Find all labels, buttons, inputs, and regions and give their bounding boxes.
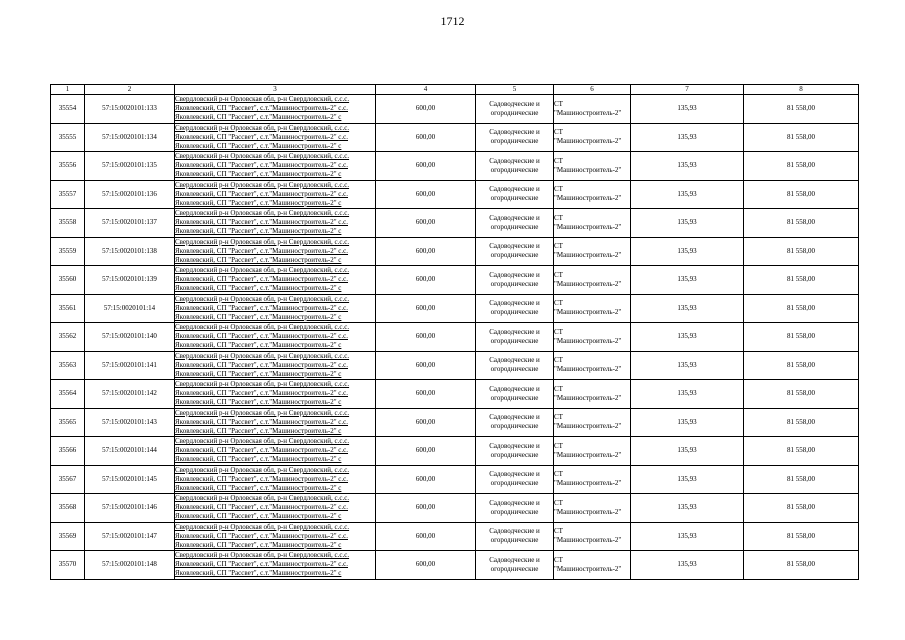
unit-cadastral-value: 135,93 [631, 551, 744, 580]
land-use-cell [476, 95, 554, 124]
organization-line: СТ [554, 470, 563, 479]
column-header: 2 [85, 85, 175, 95]
area-value: 600,00 [376, 294, 476, 323]
address-cell [175, 180, 376, 209]
record-number: 35558 [51, 209, 85, 238]
address-line: Яковлевский, СП "Рассвет", с.т."Машиностроитель-2" с [175, 113, 342, 122]
area-value: 600,00 [376, 95, 476, 124]
organization-line: "Машиностроитель-2" [554, 308, 622, 317]
address-line: Яковлевский, СП "Рассвет", с.т."Машиностроитель-2" с [175, 170, 342, 179]
land-use-line: огороднические [490, 564, 539, 573]
cadastral-value: 81 558,00 [744, 266, 859, 295]
land-use-line: огороднические [490, 393, 539, 402]
land-use-line: огороднические [490, 165, 539, 174]
organization-cell [554, 437, 631, 466]
land-use-cell [476, 351, 554, 380]
cadastral-value: 81 558,00 [744, 437, 859, 466]
address-line: Яковлевский, СП "Рассвет", с.т."Машиностроитель-2" с.с. [175, 132, 349, 141]
land-use-cell [476, 237, 554, 266]
organization-cell [554, 152, 631, 181]
cadastral-number: 57:15:0020101:144 [85, 437, 175, 466]
column-header: 8 [744, 85, 859, 95]
record-number: 35565 [51, 408, 85, 437]
organization-line: СТ [554, 327, 563, 336]
land-use-line: огороднические [490, 137, 539, 146]
address-line: Свердловский р-н Орловская обл, р-н Свердловский, с.с.с. [175, 494, 350, 503]
organization-line: "Машиностроитель-2" [554, 336, 622, 345]
cadastral-value: 81 558,00 [744, 152, 859, 181]
address-cell [175, 494, 376, 523]
land-use-line: огороднические [490, 336, 539, 345]
organization-line: СТ [554, 270, 563, 279]
area-value: 600,00 [376, 209, 476, 238]
cadastral-number: 57:15:0020101:142 [85, 380, 175, 409]
record-number: 35566 [51, 437, 85, 466]
organization-line: СТ [554, 213, 563, 222]
table-row [51, 494, 859, 523]
organization-cell [554, 237, 631, 266]
cadastral-number: 57:15:0020101:14 [85, 294, 175, 323]
unit-cadastral-value: 135,93 [631, 266, 744, 295]
organization-cell [554, 209, 631, 238]
address-line: Свердловский р-н Орловская обл, р-н Свердловский, с.с.с. [175, 152, 350, 161]
land-use-cell [476, 494, 554, 523]
cadastral-value: 81 558,00 [744, 380, 859, 409]
table-row [51, 437, 859, 466]
area-value: 600,00 [376, 351, 476, 380]
cadastral-value: 81 558,00 [744, 351, 859, 380]
unit-cadastral-value: 135,93 [631, 522, 744, 551]
record-number: 35567 [51, 465, 85, 494]
land-use-cell [476, 522, 554, 551]
organization-line: СТ [554, 128, 563, 137]
area-value: 600,00 [376, 465, 476, 494]
address-line: Яковлевский, СП "Рассвет", с.т."Машиностроитель-2" с.с. [175, 189, 349, 198]
table-row [51, 380, 859, 409]
organization-line: СТ [554, 99, 563, 108]
address-line: Яковлевский, СП "Рассвет", с.т."Машиностроитель-2" с [175, 255, 342, 264]
land-plot-table [50, 84, 859, 580]
organization-line: СТ [554, 156, 563, 165]
area-value: 600,00 [376, 237, 476, 266]
land-use-cell [476, 437, 554, 466]
land-use-line: Садоводческие и [489, 156, 540, 165]
organization-line: "Машиностроитель-2" [554, 251, 622, 260]
address-line: Яковлевский, СП "Рассвет", с.т."Машиностроитель-2" с.с. [175, 531, 349, 540]
organization-cell [554, 294, 631, 323]
address-cell [175, 237, 376, 266]
table-row [51, 152, 859, 181]
organization-cell [554, 123, 631, 152]
address-line: Свердловский р-н Орловская обл, р-н Свердловский, с.с.с. [175, 437, 350, 446]
land-use-line: Садоводческие и [489, 441, 540, 450]
land-use-line: Садоводческие и [489, 527, 540, 536]
area-value: 600,00 [376, 323, 476, 352]
cadastral-number: 57:15:0020101:145 [85, 465, 175, 494]
address-line: Свердловский р-н Орловская обл, р-н Свердловский, с.с.с. [175, 351, 350, 360]
unit-cadastral-value: 135,93 [631, 437, 744, 466]
cadastral-number: 57:15:0020101:146 [85, 494, 175, 523]
land-use-cell [476, 323, 554, 352]
cadastral-value: 81 558,00 [744, 522, 859, 551]
land-use-cell [476, 266, 554, 295]
organization-cell [554, 380, 631, 409]
unit-cadastral-value: 135,93 [631, 152, 744, 181]
cadastral-value: 81 558,00 [744, 180, 859, 209]
area-value: 600,00 [376, 494, 476, 523]
unit-cadastral-value: 135,93 [631, 95, 744, 124]
address-line: Яковлевский, СП "Рассвет", с.т."Машиностроитель-2" с.с. [175, 417, 349, 426]
land-use-cell [476, 408, 554, 437]
address-cell [175, 437, 376, 466]
record-number: 35569 [51, 522, 85, 551]
column-header: 5 [476, 85, 554, 95]
address-line: Яковлевский, СП "Рассвет", с.т."Машиностроитель-2" с.с. [175, 303, 349, 312]
table-header-row [51, 85, 859, 95]
address-line: Свердловский р-н Орловская обл, р-н Свердловский, с.с.с. [175, 380, 350, 389]
area-value: 600,00 [376, 180, 476, 209]
land-use-line: Садоводческие и [489, 185, 540, 194]
address-line: Яковлевский, СП "Рассвет", с.т."Машиностроитель-2" с [175, 455, 342, 464]
land-use-line: огороднические [490, 479, 539, 488]
organization-cell [554, 95, 631, 124]
address-cell [175, 152, 376, 181]
address-line: Яковлевский, СП "Рассвет", с.т."Машиностроитель-2" с [175, 512, 342, 521]
land-use-line: огороднические [490, 251, 539, 260]
table-row [51, 209, 859, 238]
record-number: 35554 [51, 95, 85, 124]
address-line: Яковлевский, СП "Рассвет", с.т."Машиностроитель-2" с.с. [175, 104, 349, 113]
table-row [51, 465, 859, 494]
land-use-cell [476, 380, 554, 409]
table-row [51, 551, 859, 580]
table-body [51, 85, 859, 580]
organization-line: "Машиностроитель-2" [554, 108, 622, 117]
organization-line: "Машиностроитель-2" [554, 393, 622, 402]
organization-line: "Машиностроитель-2" [554, 137, 622, 146]
area-value: 600,00 [376, 437, 476, 466]
table-row [51, 237, 859, 266]
land-use-line: Садоводческие и [489, 327, 540, 336]
record-number: 35563 [51, 351, 85, 380]
organization-line: СТ [554, 356, 563, 365]
cadastral-value: 81 558,00 [744, 465, 859, 494]
table-row [51, 294, 859, 323]
organization-line: "Машиностроитель-2" [554, 450, 622, 459]
organization-line: "Машиностроитель-2" [554, 165, 622, 174]
organization-line: "Машиностроитель-2" [554, 564, 622, 573]
organization-cell [554, 522, 631, 551]
area-value: 600,00 [376, 380, 476, 409]
address-line: Яковлевский, СП "Рассвет", с.т."Машиностроитель-2" с.с. [175, 474, 349, 483]
organization-cell [554, 551, 631, 580]
cadastral-value: 81 558,00 [744, 551, 859, 580]
land-use-line: Садоводческие и [489, 213, 540, 222]
unit-cadastral-value: 135,93 [631, 123, 744, 152]
organization-line: СТ [554, 498, 563, 507]
address-line: Яковлевский, СП "Рассвет", с.т."Машиностроитель-2" с [175, 540, 342, 549]
table-row [51, 180, 859, 209]
organization-line: "Машиностроитель-2" [554, 279, 622, 288]
land-use-line: огороднические [490, 279, 539, 288]
address-line: Яковлевский, СП "Рассвет", с.т."Машиностроитель-2" с [175, 284, 342, 293]
area-value: 600,00 [376, 522, 476, 551]
organization-cell [554, 180, 631, 209]
organization-line: "Машиностроитель-2" [554, 194, 622, 203]
land-use-line: Садоводческие и [489, 242, 540, 251]
land-use-line: огороднические [490, 450, 539, 459]
address-line: Яковлевский, СП "Рассвет", с.т."Машиностроитель-2" с [175, 398, 342, 407]
organization-line: СТ [554, 384, 563, 393]
record-number: 35559 [51, 237, 85, 266]
organization-cell [554, 351, 631, 380]
column-header: 3 [175, 85, 376, 95]
land-use-line: Садоводческие и [489, 498, 540, 507]
address-line: Яковлевский, СП "Рассвет", с.т."Машиностроитель-2" с.с. [175, 275, 349, 284]
land-use-line: огороднические [490, 422, 539, 431]
land-use-line: Садоводческие и [489, 470, 540, 479]
column-header: 1 [51, 85, 85, 95]
address-cell [175, 123, 376, 152]
unit-cadastral-value: 135,93 [631, 294, 744, 323]
area-value: 600,00 [376, 266, 476, 295]
address-line: Свердловский р-н Орловская обл, р-н Свердловский, с.с.с. [175, 522, 350, 531]
address-line: Яковлевский, СП "Рассвет", с.т."Машиностроитель-2" с.с. [175, 503, 349, 512]
area-value: 600,00 [376, 152, 476, 181]
address-cell [175, 465, 376, 494]
land-use-cell [476, 209, 554, 238]
address-line: Яковлевский, СП "Рассвет", с.т."Машиностроитель-2" с.с. [175, 446, 349, 455]
cadastral-value: 81 558,00 [744, 294, 859, 323]
address-line: Яковлевский, СП "Рассвет", с.т."Машиностроитель-2" с [175, 426, 342, 435]
organization-line: СТ [554, 527, 563, 536]
area-value: 600,00 [376, 551, 476, 580]
address-line: Яковлевский, СП "Рассвет", с.т."Машиностроитель-2" с [175, 569, 342, 578]
record-number: 35557 [51, 180, 85, 209]
cadastral-value: 81 558,00 [744, 494, 859, 523]
address-line: Яковлевский, СП "Рассвет", с.т."Машиностроитель-2" с [175, 312, 342, 321]
column-header: 7 [631, 85, 744, 95]
land-use-line: Садоводческие и [489, 128, 540, 137]
address-cell [175, 294, 376, 323]
cadastral-value: 81 558,00 [744, 123, 859, 152]
address-line: Яковлевский, СП "Рассвет", с.т."Машиностроитель-2" с [175, 141, 342, 150]
land-use-line: Садоводческие и [489, 270, 540, 279]
organization-line: СТ [554, 242, 563, 251]
record-number: 35568 [51, 494, 85, 523]
land-use-line: огороднические [490, 365, 539, 374]
organization-line: "Машиностроитель-2" [554, 365, 622, 374]
address-line: Свердловский р-н Орловская обл, р-н Свердловский, с.с.с. [175, 465, 350, 474]
cadastral-number: 57:15:0020101:148 [85, 551, 175, 580]
address-cell [175, 551, 376, 580]
cadastral-number: 57:15:0020101:133 [85, 95, 175, 124]
land-use-line: огороднические [490, 536, 539, 545]
area-value: 600,00 [376, 408, 476, 437]
column-header: 4 [376, 85, 476, 95]
address-line: Яковлевский, СП "Рассвет", с.т."Машиностроитель-2" с.с. [175, 218, 349, 227]
address-line: Свердловский р-н Орловская обл, р-н Свердловский, с.с.с. [175, 294, 350, 303]
land-use-cell [476, 294, 554, 323]
land-use-cell [476, 551, 554, 580]
address-line: Яковлевский, СП "Рассвет", с.т."Машиностроитель-2" с [175, 369, 342, 378]
area-value: 600,00 [376, 123, 476, 152]
cadastral-number: 57:15:0020101:147 [85, 522, 175, 551]
address-cell [175, 266, 376, 295]
address-cell [175, 95, 376, 124]
unit-cadastral-value: 135,93 [631, 408, 744, 437]
land-use-line: огороднические [490, 194, 539, 203]
address-line: Свердловский р-н Орловская обл, р-н Свердловский, с.с.с. [175, 551, 350, 560]
organization-line: "Машиностроитель-2" [554, 222, 622, 231]
address-line: Свердловский р-н Орловская обл, р-н Свердловский, с.с.с. [175, 237, 350, 246]
land-use-line: огороднические [490, 222, 539, 231]
organization-line: СТ [554, 413, 563, 422]
land-use-line: огороднические [490, 507, 539, 516]
unit-cadastral-value: 135,93 [631, 209, 744, 238]
cadastral-number: 57:15:0020101:135 [85, 152, 175, 181]
cadastral-number: 57:15:0020101:140 [85, 323, 175, 352]
record-number: 35570 [51, 551, 85, 580]
unit-cadastral-value: 135,93 [631, 380, 744, 409]
table-row [51, 522, 859, 551]
column-header: 6 [554, 85, 631, 95]
organization-line: СТ [554, 555, 563, 564]
address-line: Яковлевский, СП "Рассвет", с.т."Машиностроитель-2" с.с. [175, 332, 349, 341]
address-line: Свердловский р-н Орловская обл, р-н Свердловский, с.с.с. [175, 266, 350, 275]
land-use-line: Садоводческие и [489, 555, 540, 564]
organization-cell [554, 494, 631, 523]
organization-cell [554, 465, 631, 494]
cadastral-number: 57:15:0020101:138 [85, 237, 175, 266]
address-cell [175, 351, 376, 380]
table-row [51, 408, 859, 437]
page-number: 1712 [440, 14, 465, 28]
address-line: Яковлевский, СП "Рассвет", с.т."Машиностроитель-2" с.с. [175, 560, 349, 569]
cadastral-value: 81 558,00 [744, 408, 859, 437]
address-line: Свердловский р-н Орловская обл, р-н Свердловский, с.с.с. [175, 123, 350, 132]
organization-cell [554, 323, 631, 352]
organization-line: "Машиностроитель-2" [554, 507, 622, 516]
table-row [51, 95, 859, 124]
address-line: Яковлевский, СП "Рассвет", с.т."Машиностроитель-2" с [175, 483, 342, 492]
record-number: 35562 [51, 323, 85, 352]
address-cell [175, 522, 376, 551]
table-row [51, 123, 859, 152]
address-line: Яковлевский, СП "Рассвет", с.т."Машиностроитель-2" с.с. [175, 246, 349, 255]
land-use-line: Садоводческие и [489, 99, 540, 108]
cadastral-value: 81 558,00 [744, 95, 859, 124]
organization-cell [554, 408, 631, 437]
unit-cadastral-value: 135,93 [631, 180, 744, 209]
land-use-cell [476, 180, 554, 209]
address-cell [175, 209, 376, 238]
record-number: 35556 [51, 152, 85, 181]
organization-line: "Машиностроитель-2" [554, 536, 622, 545]
unit-cadastral-value: 135,93 [631, 494, 744, 523]
address-line: Свердловский р-н Орловская обл, р-н Свердловский, с.с.с. [175, 95, 350, 104]
cadastral-value: 81 558,00 [744, 237, 859, 266]
record-number: 35561 [51, 294, 85, 323]
address-cell [175, 380, 376, 409]
cadastral-value: 81 558,00 [744, 209, 859, 238]
address-line: Свердловский р-н Орловская обл, р-н Свердловский, с.с.с. [175, 209, 350, 218]
address-line: Яковлевский, СП "Рассвет", с.т."Машиностроитель-2" с [175, 198, 342, 207]
cadastral-value: 81 558,00 [744, 323, 859, 352]
record-number: 35564 [51, 380, 85, 409]
address-line: Яковлевский, СП "Рассвет", с.т."Машиностроитель-2" с [175, 227, 342, 236]
address-cell [175, 408, 376, 437]
cadastral-number: 57:15:0020101:143 [85, 408, 175, 437]
cadastral-number: 57:15:0020101:141 [85, 351, 175, 380]
organization-line: СТ [554, 441, 563, 450]
unit-cadastral-value: 135,93 [631, 351, 744, 380]
land-use-cell [476, 123, 554, 152]
land-use-line: огороднические [490, 308, 539, 317]
organization-line: СТ [554, 299, 563, 308]
cadastral-number: 57:15:0020101:137 [85, 209, 175, 238]
land-use-line: Садоводческие и [489, 413, 540, 422]
table-row [51, 266, 859, 295]
record-number: 35560 [51, 266, 85, 295]
unit-cadastral-value: 135,93 [631, 237, 744, 266]
address-line: Свердловский р-н Орловская обл, р-н Свердловский, с.с.с. [175, 323, 350, 332]
organization-cell [554, 266, 631, 295]
address-line: Яковлевский, СП "Рассвет", с.т."Машиностроитель-2" с.с. [175, 161, 349, 170]
cadastral-number: 57:15:0020101:136 [85, 180, 175, 209]
organization-line: СТ [554, 185, 563, 194]
land-use-cell [476, 152, 554, 181]
organization-line: "Машиностроитель-2" [554, 479, 622, 488]
land-use-line: огороднические [490, 108, 539, 117]
land-use-cell [476, 465, 554, 494]
cadastral-number: 57:15:0020101:139 [85, 266, 175, 295]
table-row [51, 323, 859, 352]
cadastral-number: 57:15:0020101:134 [85, 123, 175, 152]
organization-line: "Машиностроитель-2" [554, 422, 622, 431]
address-line: Яковлевский, СП "Рассвет", с.т."Машиностроитель-2" с.с. [175, 389, 349, 398]
table-row [51, 351, 859, 380]
record-number: 35555 [51, 123, 85, 152]
address-line: Свердловский р-н Орловская обл, р-н Свердловский, с.с.с. [175, 408, 350, 417]
unit-cadastral-value: 135,93 [631, 465, 744, 494]
land-use-line: Садоводческие и [489, 384, 540, 393]
address-line: Свердловский р-н Орловская обл, р-н Свердловский, с.с.с. [175, 180, 350, 189]
address-cell [175, 323, 376, 352]
land-use-line: Садоводческие и [489, 299, 540, 308]
address-line: Яковлевский, СП "Рассвет", с.т."Машиностроитель-2" с.с. [175, 360, 349, 369]
address-line: Яковлевский, СП "Рассвет", с.т."Машиностроитель-2" с [175, 341, 342, 350]
land-use-line: Садоводческие и [489, 356, 540, 365]
unit-cadastral-value: 135,93 [631, 323, 744, 352]
